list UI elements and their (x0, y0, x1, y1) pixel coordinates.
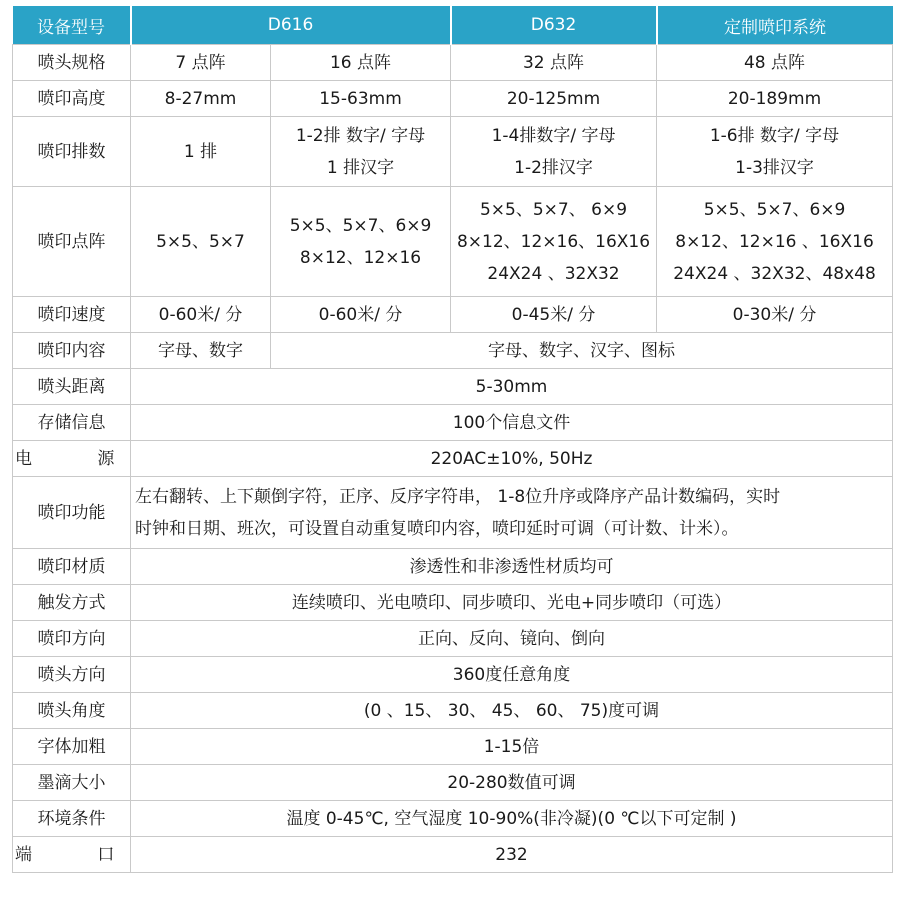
table-cell: 5-30mm (131, 369, 893, 405)
row-label: 喷印内容 (13, 333, 131, 369)
table-row (13, 187, 893, 297)
table-cell: 220AC±10%, 50Hz (131, 441, 893, 477)
table-row (13, 45, 893, 81)
row-label: 喷印材质 (13, 549, 131, 585)
row-label: 喷印方向 (13, 621, 131, 657)
table-cell: 8-27mm (131, 81, 271, 117)
row-label: 喷头规格 (13, 45, 131, 81)
table-cell: 360度任意角度 (131, 657, 893, 693)
table-cell: 5×5、5×7 (131, 187, 271, 297)
table-cell: 0-60米/ 分 (271, 297, 451, 333)
cell-line: 1-2排汉字 (514, 157, 593, 178)
table-cell: 1 排 (131, 117, 271, 187)
cell-line: 左右翻转、上下颠倒字符，正序、反序字符串， 1-8位升序或降序产品计数编码，实时 (135, 486, 781, 507)
cell-line: 8×12、12×16、16X16 (456, 231, 651, 252)
row-label: 喷印点阵 (13, 187, 131, 297)
table-cell (451, 117, 657, 187)
row-label: 喷印速度 (13, 297, 131, 333)
table-row (13, 693, 893, 729)
table-cell: 48 点阵 (657, 45, 893, 81)
table-cell (657, 117, 893, 187)
row-label: 墨滴大小 (13, 765, 131, 801)
table-cell: 正向、反向、镜向、倒向 (131, 621, 893, 657)
header-d616: D616 (131, 6, 451, 45)
table-cell: 100个信息文件 (131, 405, 893, 441)
table-row (13, 81, 893, 117)
table-row (13, 333, 893, 369)
table-row (13, 117, 893, 187)
row-label: 喷头角度 (13, 693, 131, 729)
row-label: 环境条件 (13, 801, 131, 837)
cell-line: 24X24 、32X32、48x48 (673, 263, 876, 284)
table-cell: 232 (131, 837, 893, 873)
table-row (13, 297, 893, 333)
table-row (13, 657, 893, 693)
row-label: 存储信息 (13, 405, 131, 441)
table-cell: 连续喷印、光电喷印、同步喷印、光电+同步喷印（可选） (131, 585, 893, 621)
table-cell (271, 187, 451, 297)
cell-line: 5×5、5×7、6×9 (703, 199, 846, 220)
row-label: 喷头方向 (13, 657, 131, 693)
table-cell: 1-15倍 (131, 729, 893, 765)
table-cell: 字母、数字 (131, 333, 271, 369)
table-cell: 7 点阵 (131, 45, 271, 81)
header-row (13, 6, 893, 45)
table-cell: 20-280数值可调 (131, 765, 893, 801)
row-label: 端 口 (13, 837, 131, 873)
cell-line: 1-6排 数字/ 字母 (709, 125, 840, 146)
table-row (13, 729, 893, 765)
row-label: 触发方式 (13, 585, 131, 621)
table-cell: 32 点阵 (451, 45, 657, 81)
table-row (13, 441, 893, 477)
table-row (13, 477, 893, 549)
table-row (13, 405, 893, 441)
table-cell: 温度 0-45℃, 空气湿度 10-90%(非冷凝)(0 ℃以下可定制 ) (131, 801, 893, 837)
cell-line: 8×12、12×16 、16X16 (675, 231, 874, 252)
spec-table (12, 6, 893, 873)
cell-line: 5×5、5×7、6×9 (289, 215, 432, 236)
table-row (13, 585, 893, 621)
table-cell (131, 477, 893, 549)
cell-line: 时钟和日期、班次，可设置自动重复喷印内容，喷印延时可调（可计数、计米）。 (135, 518, 739, 539)
table-row (13, 765, 893, 801)
table-row (13, 621, 893, 657)
header-custom: 定制喷印系统 (657, 6, 893, 45)
row-label: 喷印功能 (13, 477, 131, 549)
header-model: 设备型号 (13, 6, 131, 45)
table-cell (271, 117, 451, 187)
header-d632: D632 (451, 6, 657, 45)
row-label: 字体加粗 (13, 729, 131, 765)
table-row (13, 837, 893, 873)
table-cell: 15-63mm (271, 81, 451, 117)
table-row (13, 801, 893, 837)
table-cell: 字母、数字、汉字、图标 (271, 333, 893, 369)
table-cell: 20-189mm (657, 81, 893, 117)
table-cell: 20-125mm (451, 81, 657, 117)
table-row (13, 549, 893, 585)
row-label: 电 源 (13, 441, 131, 477)
row-label: 喷印排数 (13, 117, 131, 187)
cell-line: 24X24 、32X32 (487, 263, 620, 284)
table-cell: 0-45米/ 分 (451, 297, 657, 333)
cell-line: 8×12、12×16 (299, 247, 422, 268)
row-label: 喷印高度 (13, 81, 131, 117)
table-cell (657, 187, 893, 297)
cell-line: 1 排汉字 (326, 157, 395, 178)
table-cell: 16 点阵 (271, 45, 451, 81)
cell-line: 1-3排汉字 (735, 157, 814, 178)
cell-line: 1-2排 数字/ 字母 (295, 125, 426, 146)
table-cell (451, 187, 657, 297)
table-cell: 渗透性和非渗透性材质均可 (131, 549, 893, 585)
table-row (13, 369, 893, 405)
row-label: 喷头距离 (13, 369, 131, 405)
cell-line: 5×5、5×7、 6×9 (479, 199, 628, 220)
cell-line: 1-4排数字/ 字母 (491, 125, 616, 146)
table-cell: 0-30米/ 分 (657, 297, 893, 333)
table-cell: 0-60米/ 分 (131, 297, 271, 333)
table-cell: (0 、15、 30、 45、 60、 75)度可调 (131, 693, 893, 729)
